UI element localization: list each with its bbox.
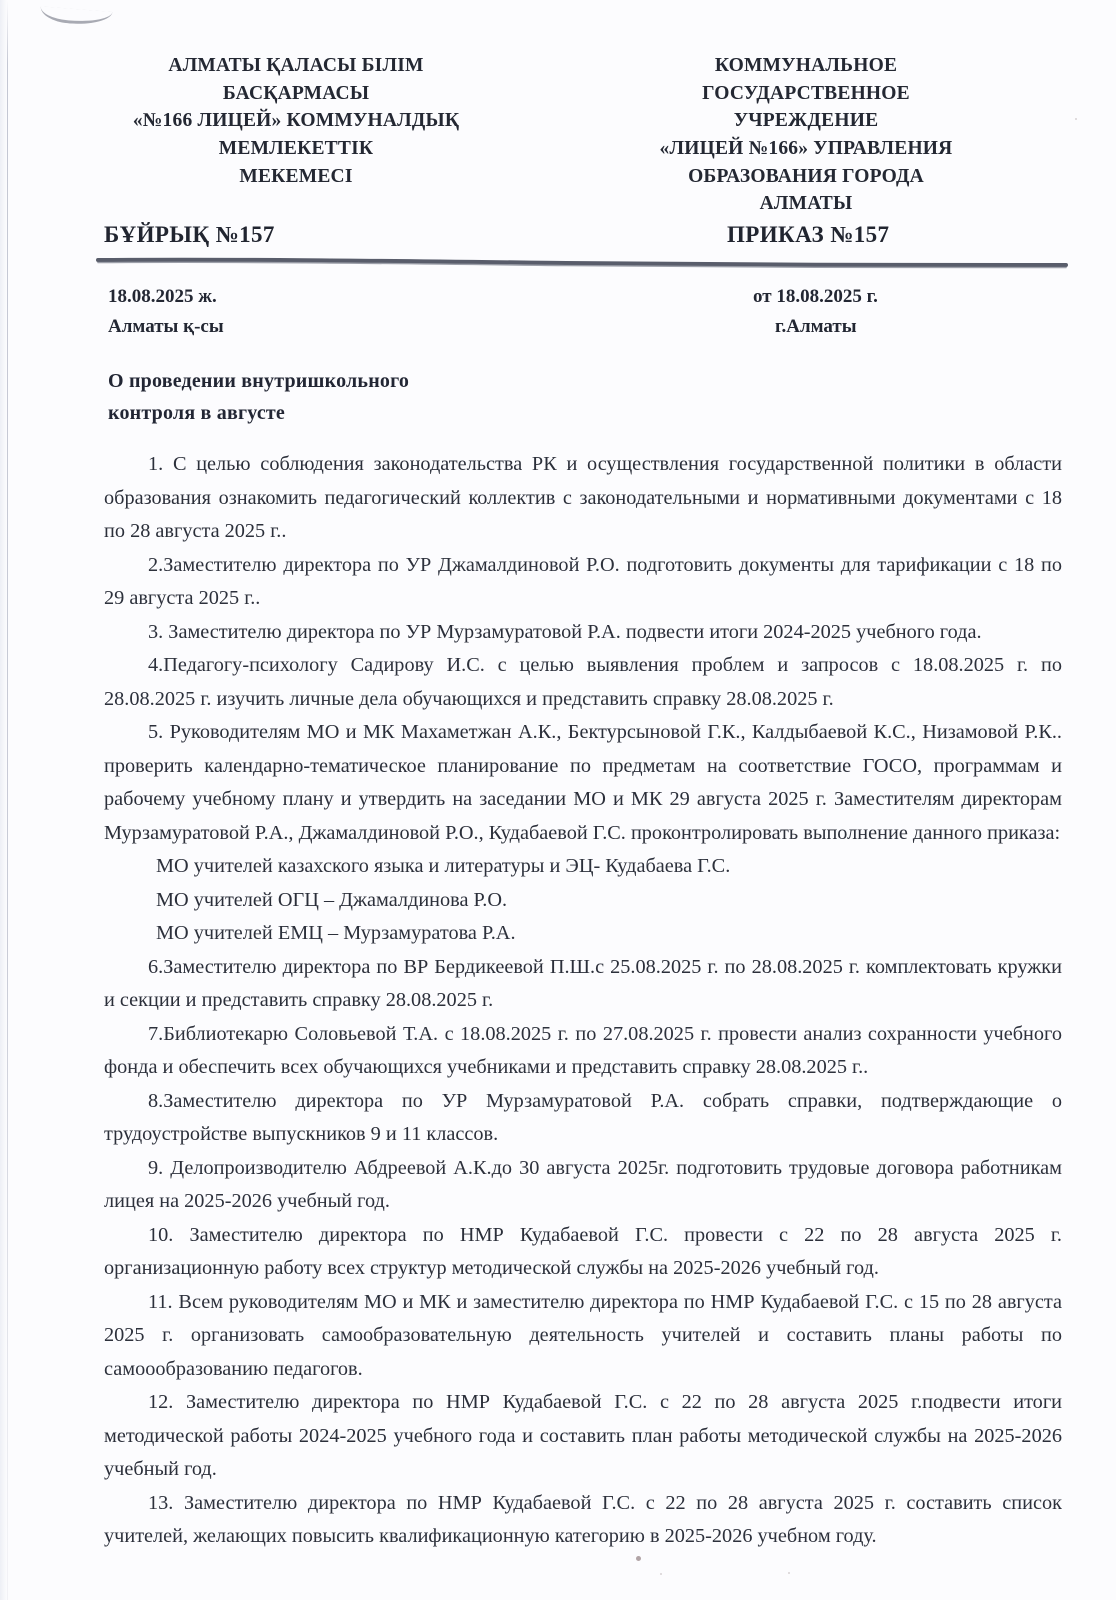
item-5-sub-2: МО учителей ОГЦ – Джамалдинова Р.О. [156,888,508,911]
city-russian: г.Алматы [775,316,857,338]
document-subject [108,365,628,430]
item-9: 9. Делопроизводителю Абдреевой А.К.до 30 августа 2025г. подготовить трудовые договора работникам лицея на 2025-2026 учебный год. [104,1156,1062,1212]
org-ru-line-6: АЛМАТЫ [759,193,853,215]
org-kz-line-1: АЛМАТЫ ҚАЛАСЫ БІЛІМ [168,55,424,76]
organization-name-russian [620,52,992,218]
org-ru-line-4: «ЛИЦЕЙ №166» УПРАВЛЕНИЯ [659,138,953,160]
order-title-kazakh: БҰЙРЫҚ №157 [104,222,275,247]
item-10: 10. Заместителю директора по НМР Кудабаевой Г.С. провести с 22 по 28 августа 2025 г. организационную работу всех структур методической службы на 2025-2026 учебный год. [104,1223,1062,1279]
item-2: 2.Заместителю директора по УР Джамалдиновой Р.О. подготовить документы для тарификации с 18 по 29 августа 2025 г.. [104,553,1062,609]
item-5-sub-1: МО учителей казахского языка и литературы и ЭЦ- Кудабаева Г.С. [156,855,731,877]
item-8: 8.Заместителю директора по УР Мурзамуратовой Р.А. собрать справки, подтверждающие о трудоустройстве выпускников 9 и 11 классов. [104,1089,1062,1145]
date-block-kazakh [108,282,224,342]
scan-edge-line [7,0,8,1600]
org-kz-line-4: МЕМЛЕКЕТТІК [218,138,374,160]
order-title-russian: ПРИКАЗ №157 [727,222,890,247]
item-6: 6.Заместителю директора по ВР Бердикеевой П.Ш.с 25.08.2025 г. по 28.08.2025 г. комплектовать кружки и секции и представить справку 28.08.2025 г. [104,955,1062,1011]
date-russian: от 18.08.2025 г. [753,286,878,307]
order-title-row [104,222,1064,256]
subject-line-2: контроля в августе [108,402,285,425]
item-3: 3. Заместителю директора по УР Мурзамуратовой Р.А. подвести итоги 2024-2025 учебного года. [148,620,982,643]
scan-speck [660,1573,662,1575]
organization-name-kazakh [100,52,492,190]
org-ru-line-1: КОММУНАЛЬНОЕ [714,55,898,76]
org-kz-line-5: МЕКЕМЕСІ [239,165,353,187]
item-1: 1. С целью соблюдения законодательства РК и осуществления государственной политики в области образования ознакомить педагогический коллектив с законодательными и нормативными документами с 18 по 28 августа 2025 г.. [104,453,1062,542]
city-kazakh: Алматы қ-сы [108,316,224,338]
org-kz-line-3: «№166 ЛИЦЕЙ» КОММУНАЛДЫҚ [132,110,460,132]
item-5: 5. Руководителям МО и МК Махаметжан А.К., Бектурсыновой Г.К., Калдыбаевой К.С., Низамовой Р.К.. проверить календарно-тематическое планирование по предметам на соответствие ГОСО, программам и рабочему учебному плану и утвердить на заседании МО и МК 29 августа 2025 г. Заместителям директорам Мурзамуратовой Р.А., Джамалдиновой Р.О., Кудабаевой Г.С. проконтролировать выполнение данного приказа: [104,721,1062,844]
subject-line-1: О проведении внутришкольного [108,370,410,392]
document-body [104,448,1062,1554]
item-12: 12. Заместителю директора по НМР Кудабаевой Г.С. с 22 по 28 августа 2025 г.подвести итоги методической работы 2024-2025 учебного года и составить план работы методической службы на 2025-2026 учебный год. [104,1391,1062,1480]
scan-speck [636,1556,641,1561]
header-divider-rule [96,252,1068,274]
scan-edge-gradient [0,0,7,1600]
date-and-place-row [108,282,1068,344]
item-4: 4.Педагогу-психологу Садирову И.С. с целью выявления проблем и запросов с 18.08.2025 г. по 28.08.2025 г. изучить личные дела обучающихся и представить справку 28.08.2025 г. [104,654,1062,710]
org-ru-line-3: УЧРЕЖДЕНИЕ [733,110,879,132]
item-5-sub-3: МО учителей ЕМЦ – Мурзамуратова Р.А. [156,922,516,944]
paper-fold-artifact [40,6,113,27]
date-block-russian [753,282,878,342]
org-ru-line-5: ОБРАЗОВАНИЯ ГОРОДА [688,165,924,187]
org-kz-line-2: БАСҚАРМАСЫ [222,82,370,104]
scan-speck [788,1572,790,1574]
org-ru-line-2: ГОСУДАРСТВЕННОЕ [702,82,910,104]
document-header [100,52,1076,218]
item-11: 11. Всем руководителям МО и МК и заместителю директора по НМР Кудабаевой Г.С. с 15 по 28 августа 2025 г. организовать самообразовательную деятельность учителей и составить планы работы по самоообразованию педагогов. [104,1290,1062,1380]
date-kazakh: 18.08.2025 ж. [108,286,217,307]
item-7: 7.Библиотекарю Соловьевой Т.А. с 18.08.2025 г. по 27.08.2025 г. провести анализ сохранности учебного фонда и обеспечить всех обучающихся учебниками и представить справку 28.08.2025 г.. [104,1022,1062,1078]
item-13: 13. Заместителю директора по НМР Кудабаевой Г.С. с 22 по 28 августа 2025 г. составить список учителей, желающих повысить квалификационную категорию в 2025-2026 учебном году. [104,1491,1062,1547]
